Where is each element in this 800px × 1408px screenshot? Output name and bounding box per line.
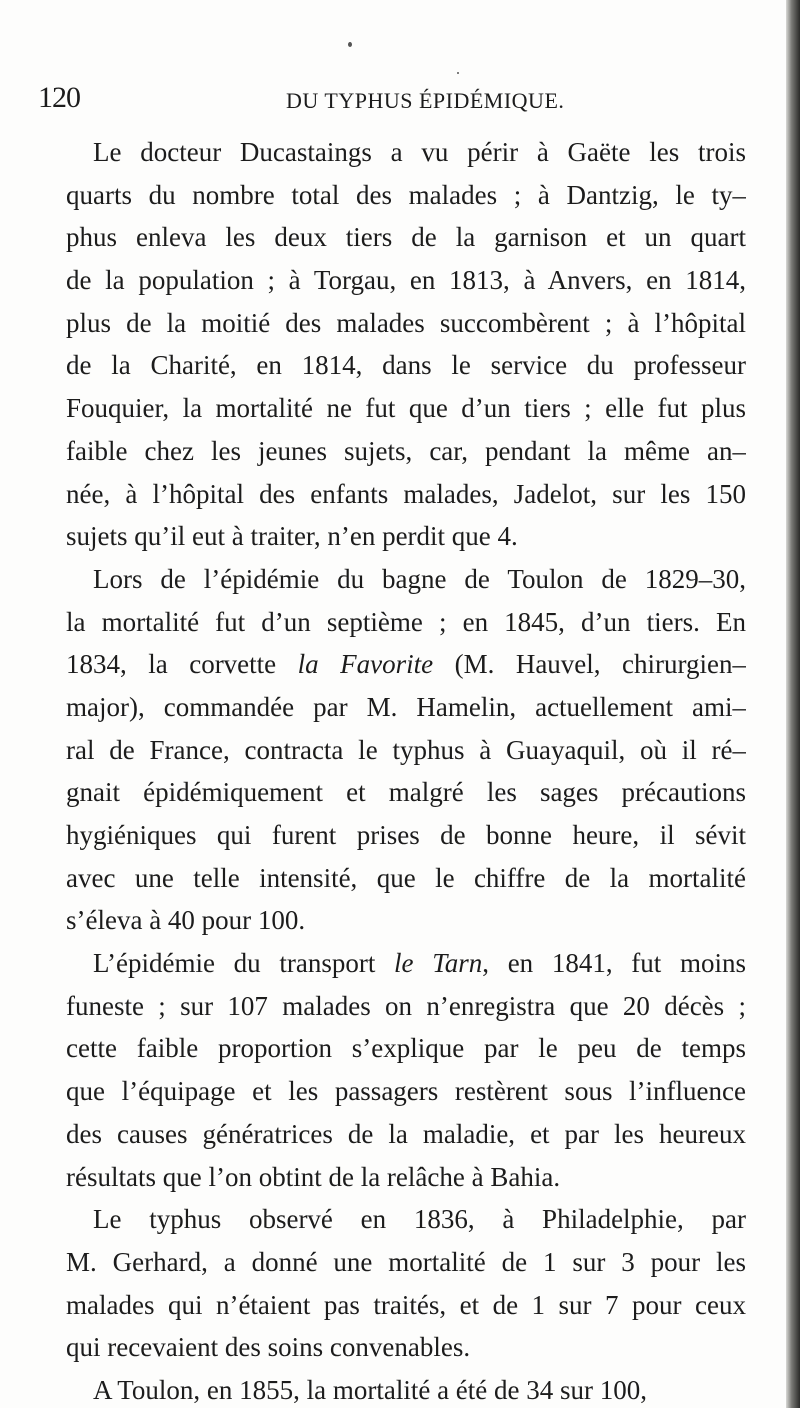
text-line: Fouquier, la mortalité ne fut que d’un tiers ; elle fut plus: [66, 393, 746, 424]
text-line: née, à l’hôpital des enfants malades, Jadelot, sur les 150: [66, 478, 746, 509]
text-segment: L’épidémie du transport: [93, 948, 395, 979]
text-line: Le typhus observé en 1836, à Philadelphie, par: [93, 1204, 746, 1235]
scan-speck: [348, 42, 352, 47]
scan-edge-shadow: [786, 0, 800, 1408]
text-line: avec une telle intensité, que le chiffre de la mortalité: [66, 862, 746, 893]
text-line: major), commandée par M. Hamelin, actuellement ami–: [66, 691, 746, 722]
text-line: A Toulon, en 1855, la mortalité a été de 34 sur 100,: [93, 1374, 648, 1405]
text-line: de la Charité, en 1814, dans le service du professeur: [66, 350, 746, 381]
italic-text: le Tarn: [394, 948, 483, 979]
running-head: DU TYPHUS ÉPIDÉMIQUE.: [286, 88, 565, 113]
body-text: [66, 131, 746, 1408]
text-line: gnait épidémiquement et malgré les sages précautions: [66, 777, 746, 808]
text-line: phus enleva les deux tiers de la garnison et un quart: [66, 222, 746, 253]
text-line: quarts du nombre total des malades ; à Dantzig, le ty–: [66, 179, 746, 210]
page-number: 120: [38, 81, 80, 114]
text-line: cette faible proportion s’explique par le peu de temps: [66, 1033, 746, 1064]
text-line: que l’équipage et les passagers restèrent sous l’influence: [66, 1076, 746, 1107]
text-line: malades qui n’étaient pas traités, et de 1 sur 7 pour ceux: [66, 1289, 746, 1320]
text-segment: 1834, la corvette: [66, 649, 298, 680]
text-line: funeste ; sur 107 malades on n’enregistra que 20 décès ;: [66, 990, 746, 1021]
text-line: plus de la moitié des malades succombèrent ; à l’hôpital: [66, 307, 746, 338]
text-line: Le docteur Ducastaings a vu périr à Gaëte les trois: [93, 137, 746, 167]
text-line: résultats que l’on obtint de la relâche à Bahia.: [66, 1161, 561, 1192]
text-line: M. Gerhard, a donné une mortalité de 1 sur 3 pour les: [66, 1246, 746, 1277]
text-line: de la population ; à Torgau, en 1813, à Anvers, en 1814,: [66, 265, 746, 296]
text-line: s’éleva à 40 pour 100.: [66, 905, 306, 936]
text-line: sujets qu’il eut à traiter, n’en perdit que 4.: [66, 521, 518, 552]
text-line: [66, 942, 746, 985]
text-line: qui recevaient des soins convenables.: [66, 1332, 471, 1363]
text-line: Lors de l’épidémie du bagne de Toulon de 1829–30,: [93, 563, 746, 594]
text-segment: , en 1841, fut moins: [482, 948, 746, 979]
italic-text: la Favorite: [297, 649, 434, 680]
scan-speck: [457, 72, 459, 74]
text-line: la mortalité fut d’un septième ; en 1845, d’un tiers. En: [66, 606, 746, 637]
text-line: ral de France, contracta le typhus à Guayaquil, où il ré–: [66, 734, 746, 765]
text-line: [66, 643, 746, 686]
text-line: hygiéniques qui furent prises de bonne heure, il sévit: [66, 820, 746, 850]
text-line: faible chez les jeunes sujets, car, pendant la même an–: [66, 435, 746, 466]
text-segment: (M. Hauvel, chirurgien–: [433, 649, 746, 680]
text-line: des causes génératrices de la maladie, et par les heureux: [66, 1118, 746, 1149]
